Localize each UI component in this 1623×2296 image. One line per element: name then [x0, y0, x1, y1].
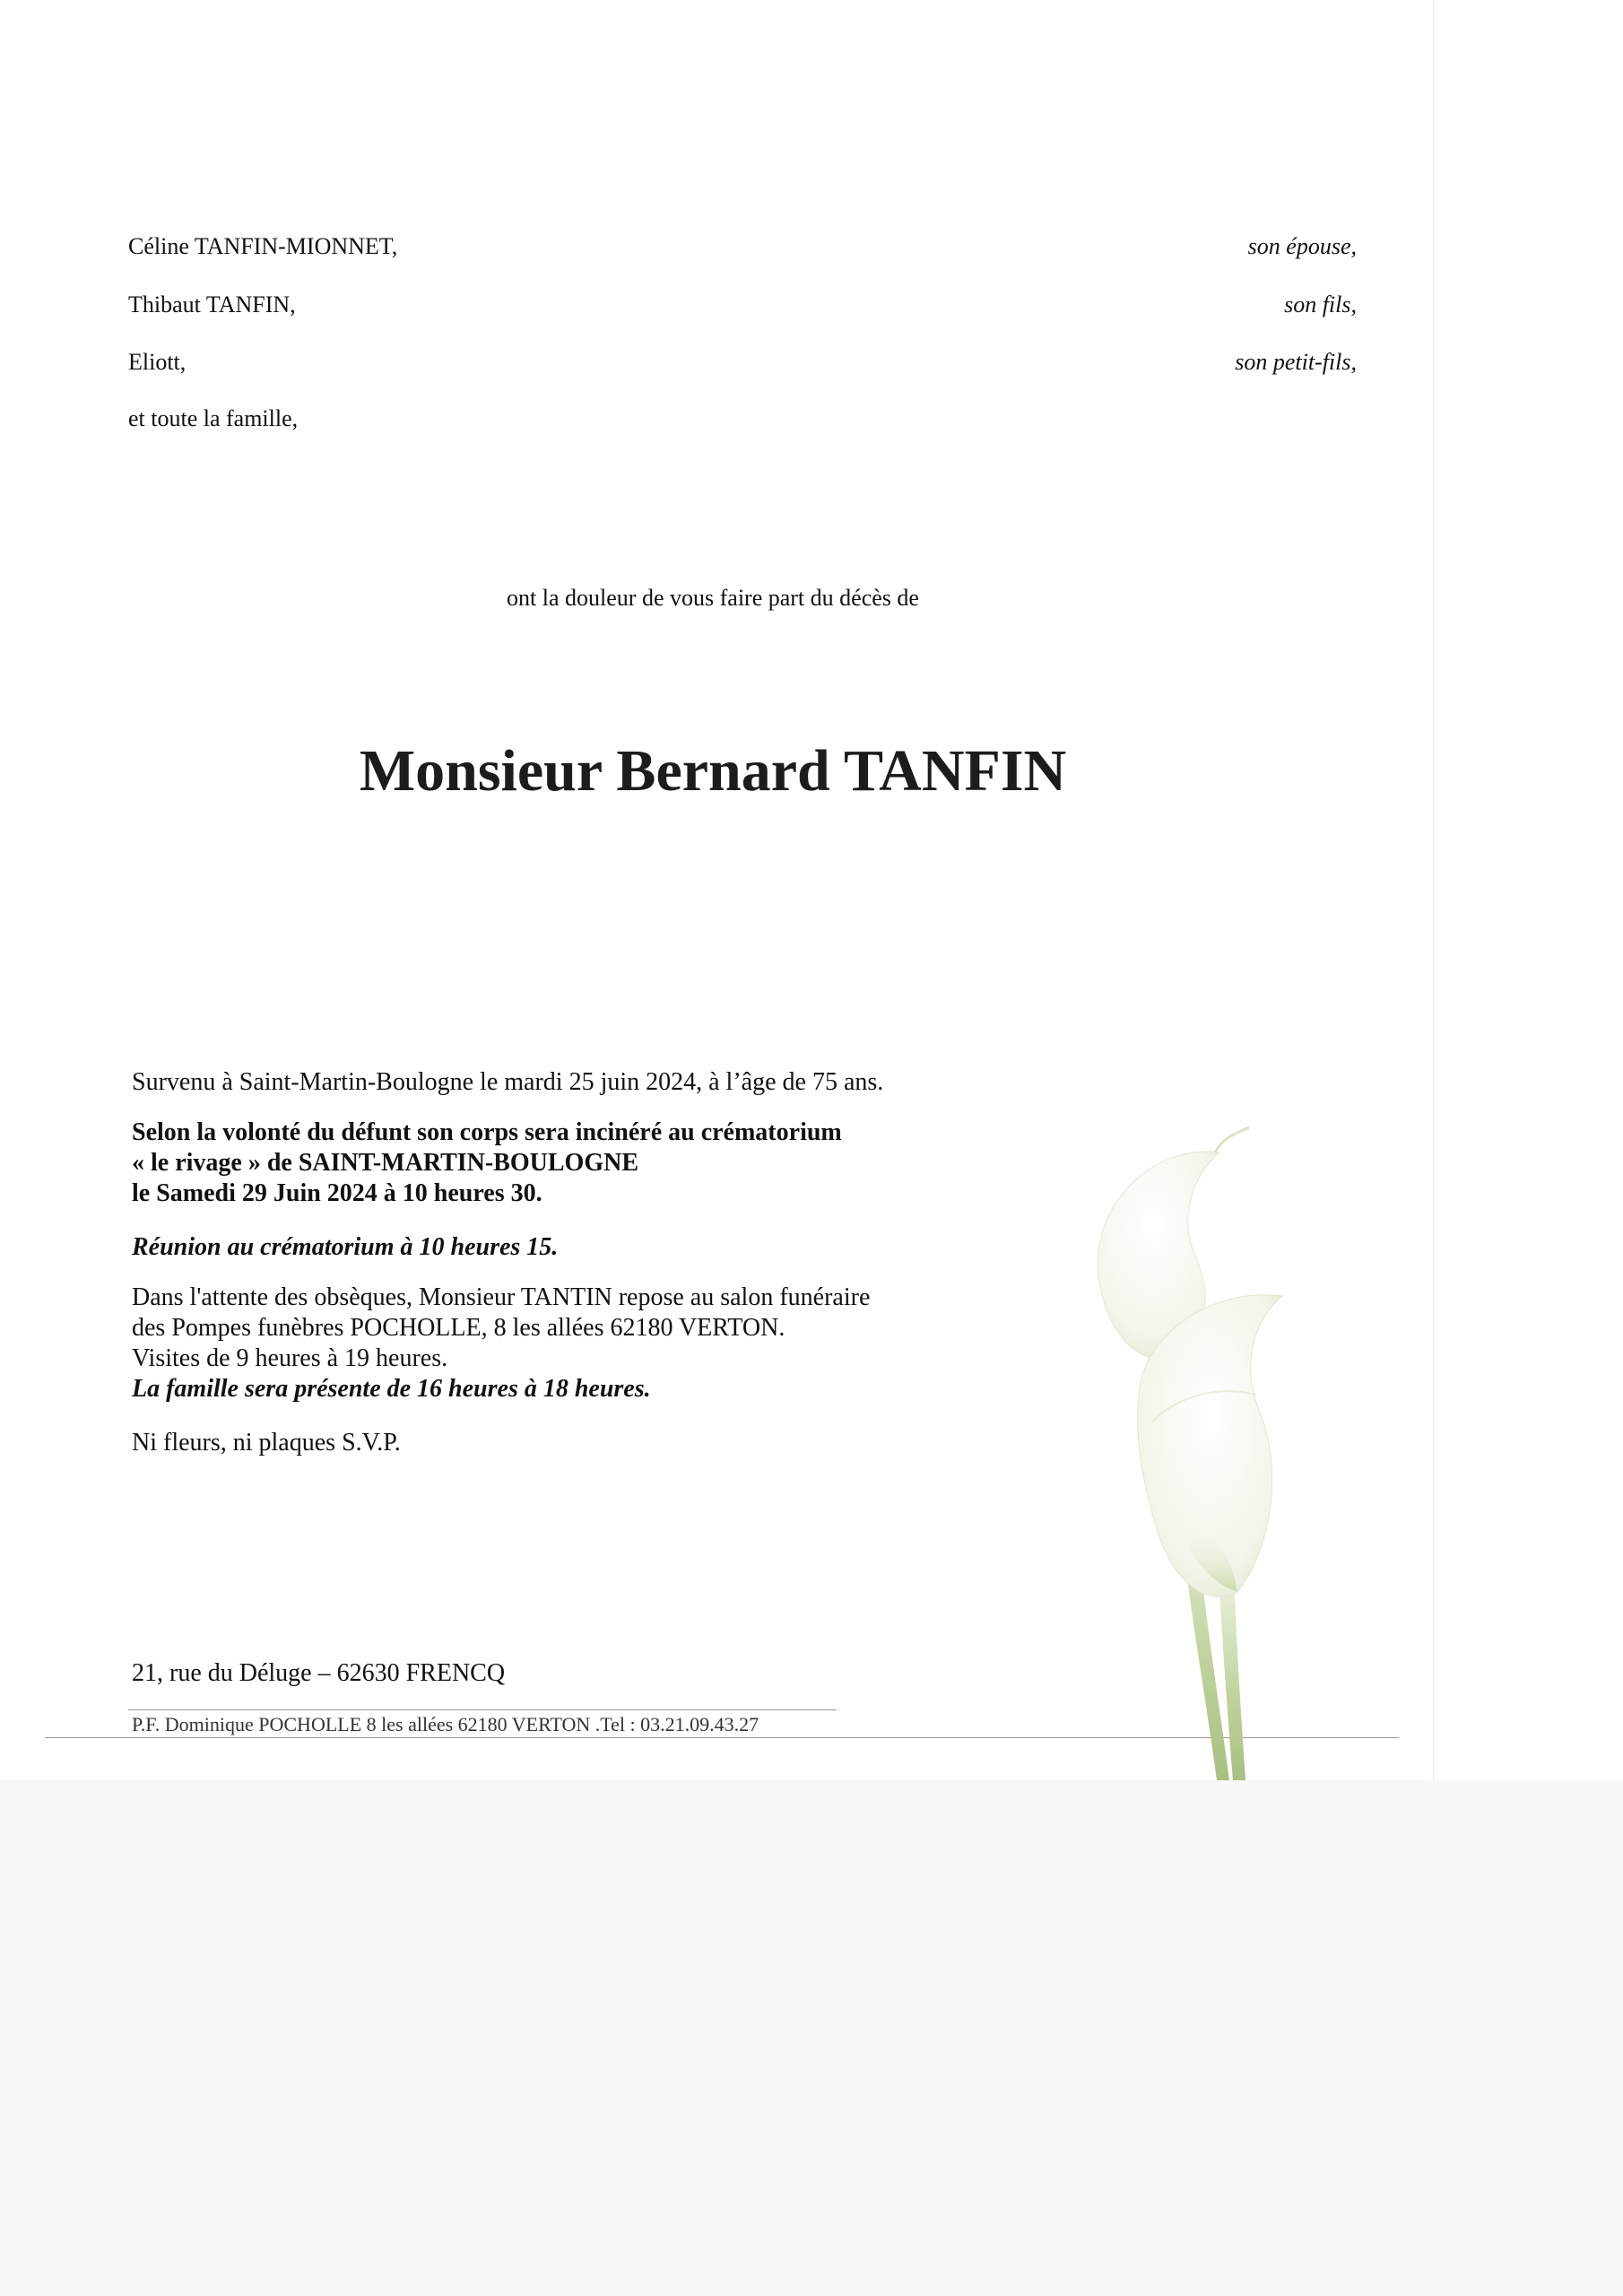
family-member-name: Eliott, [128, 349, 187, 375]
family-member-relation: son fils, [1284, 291, 1357, 317]
family-row-son [128, 285, 1357, 325]
family-presence-line: La famille sera présente de 16 heures à 18 heures. [132, 1375, 651, 1403]
deceased-name: Monsieur Bernard TANFIN [359, 738, 1067, 804]
announcement-text: ont la douleur de vous faire part du décès de [507, 585, 919, 611]
blank-page-margin [0, 1780, 1623, 2296]
rest-line: Visites de 9 heures à 19 heures. [132, 1344, 448, 1372]
family-row-all [128, 399, 1357, 439]
scan-edge-line [1433, 0, 1434, 1780]
funeral-home-contact: P.F. Dominique POCHOLLE 8 les allées 62180 VERTON .Tel : 03.21.09.43.27 [132, 1713, 759, 1735]
ceremony-line: Selon la volonté du défunt son corps sera incinéré au crématorium [132, 1118, 842, 1146]
rest-line: des Pompes funèbres POCHOLLE, 8 les allées 62180 VERTON. [132, 1314, 785, 1342]
rest-line: Dans l'attente des obsèques, Monsieur TANTIN repose au salon funéraire [132, 1283, 871, 1311]
family-member-relation: son petit-fils, [1235, 349, 1357, 375]
ceremony-line: le Samedi 29 Juin 2024 à 10 heures 30. [132, 1179, 542, 1207]
family-member-name: et toute la famille, [128, 405, 299, 431]
family-member-name: Céline TANFIN-MIONNET, [128, 233, 398, 259]
no-flowers-line: Ni fleurs, ni plaques S.V.P. [132, 1429, 401, 1457]
family-member-relation: son épouse, [1247, 233, 1357, 259]
family-row-spouse [128, 227, 1357, 266]
meeting-line: Réunion au crématorium à 10 heures 15. [132, 1233, 559, 1261]
ceremony-line: « le rivage » de SAINT-MARTIN-BOULOGNE [132, 1149, 638, 1177]
calla-lily-icon [1045, 1126, 1385, 1780]
footer-divider [128, 1709, 837, 1710]
family-address: 21, rue du Déluge – 62630 FRENCQ [132, 1659, 506, 1687]
death-details-line: Survenu à Saint-Martin-Boulogne le mardi 25 juin 2024, à l’âge de 75 ans. [132, 1068, 884, 1096]
family-member-name: Thibaut TANFIN, [128, 291, 296, 317]
family-row-grandson [128, 343, 1357, 382]
